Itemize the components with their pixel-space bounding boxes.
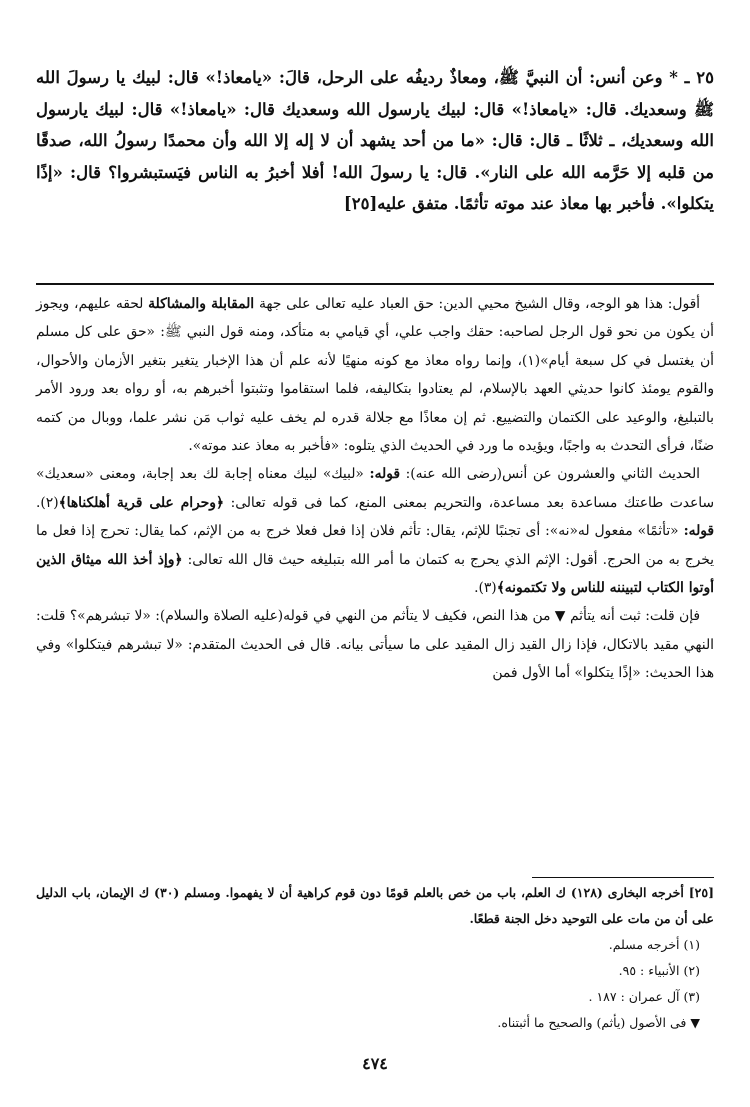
commentary-text: لحقه عليهم، ويجوز أن يكون من نحو قول الرجل لصاحبه: حقك واجب علي، أي قيامي به متأكد، ومنه قول النبي ﷺ: «حق على كل مسلم أن يغتسل في كل سبعة أيام»(١)، وإنما رواه معاذ مع كونه منهيًا لأنه علم أن هذا الإخبار يتغير بتغير الأزمان والأحوال، والقوم يومئذ كانوا حديثي العهد بالإسلام، لم يعتادوا بتكاليفه، فلما استقاموا وتثبتوا أخبرهم به، أو رواه بعد ورود الأمر بالتبليغ، والوعيد على الكتمان والتضييع. ثم إن معاذًا مع جلالة قدره لم يخف عليه ثواب مَن نشر علما، ووبال من كتمه ضنًا، فرأى التحدث به واجبًا، ويؤيده ما ورد في الحديث الذي يتلوه: «فأخبر به معاذ عند موته». bbox=[36, 296, 714, 455]
section-divider bbox=[36, 283, 714, 285]
commentary-block bbox=[36, 290, 714, 688]
commentary-text: «تأثمًا» مفعول له«نه»: أى تجنبًا للإثم، يقال: تأثم فلان إذا فعل فعلا خرج به من الإثم، كما يقال: تحرج إذا فعل ما يخرج به من الحرج. أقول: الإثم الذي يحرج به كتمان ما أمر الله بتبليغه حيث قال الله تعالى: bbox=[36, 523, 715, 568]
footnote-divider bbox=[532, 877, 714, 878]
commentary-text: فإن قلت: ثبت أنه يتأثم ▼ من هذا النص، فكيف لا يتأثم من النهي في قوله(عليه الصلاة والسلام): «لا تبشرهم»؟ قلت: النهي مقيد بالاتكال، فإذا زال القيد زال المقيد على ما سيأتى بيانه. قال فى الحديث المتقدم: «لا تبشرهم فيتكلوا» وفي هذا الحديث: «إذًا يتكلوا» أما الأول فمن bbox=[36, 608, 714, 682]
commentary-text: الحديث الثاني والعشرون عن أنس(رضى الله عنه): bbox=[405, 466, 700, 483]
quran-verse: ﴿وحرام على قرية أهلكناها﴾ bbox=[58, 494, 224, 511]
footnote-1: (١) أخرجه مسلم. bbox=[608, 937, 700, 952]
footnotes bbox=[36, 880, 714, 1036]
commentary-paragraph-1 bbox=[36, 290, 714, 460]
book-page bbox=[36, 0, 714, 1107]
hadith-text bbox=[36, 62, 714, 220]
footnote-4: ▼ فى الأصول (يأثم) والصحيح ما أثبتناه. bbox=[497, 1015, 700, 1030]
commentary-paragraph-2 bbox=[36, 460, 714, 602]
bold-phrase: المقابلة والمشاكلة bbox=[148, 296, 255, 312]
quran-verse: ﴿وإذ أخذ الله ميثاق الذين أوتوا الكتاب لتبيننه للناس ولا تكتمونه﴾ bbox=[36, 551, 714, 597]
page-number: ٤٧٤ bbox=[362, 1054, 388, 1073]
commentary-text: «لبيك» لبيك معناه إجابة لك بعد إجابة، ومعنى «سعديك» ساعدت طاعتك مساعدة بعد مساعدة، والتحريم بمعنى المنع، كما فى قوله تعالى: bbox=[36, 466, 714, 511]
commentary-paragraph-3 bbox=[36, 602, 714, 687]
bold-label: قوله: bbox=[683, 523, 715, 540]
footnote-ref: (٣). bbox=[474, 580, 497, 597]
hadith-body: ٢٥ ـ * وعن أنس: أن النبيَّ ﷺ، ومعاذٌ رديفُه على الرحل، قالَ: «يامعاذ!» قال: لبيك يا رسولَ الله ﷺ وسعديك. قال: «يامعاذ!» قال: لبيك يارسول الله وسعديك قال: «يامعاذ!» قال: لبيك يارسول الله وسعديك، ـ ثلاثًا ـ قال: قال: «ما من أحد يشهد أن لا إله إلا الله وأن محمدًا رسولُ الله، صدقًا من قلبه إلا حَرَّمه الله على النار». قال: يا رسولَ الله! أفلا أخبرُ به الناس فيَستبشروا؟ قال: «إذًا يتكلوا». فأخبر بها معاذ عند موته تأثمًا. متفق عليه[٢٥] bbox=[36, 68, 714, 213]
footnote-source: [٢٥] أخرجه البخارى (١٢٨) ك العلم، باب من خص بالعلم قومًا دون قوم كراهية أن لا يفهموا. ومسلم (٣٠) ك الإيمان، باب الدليل على أن من مات على التوحيد دخل الجنة قطعًا. bbox=[36, 885, 714, 926]
footnote-3: (٣) آل عمران : ١٨٧ . bbox=[588, 989, 700, 1004]
bold-label: قوله: bbox=[369, 466, 400, 483]
footnote-ref: (٢). bbox=[36, 494, 59, 511]
footnote-2: (٢) الأنبياء : ٩٥. bbox=[618, 963, 700, 978]
commentary-text: أقول: هذا هو الوجه، وقال الشيخ محيي الدين: حق العباد عليه تعالى على جهة bbox=[258, 296, 701, 312]
